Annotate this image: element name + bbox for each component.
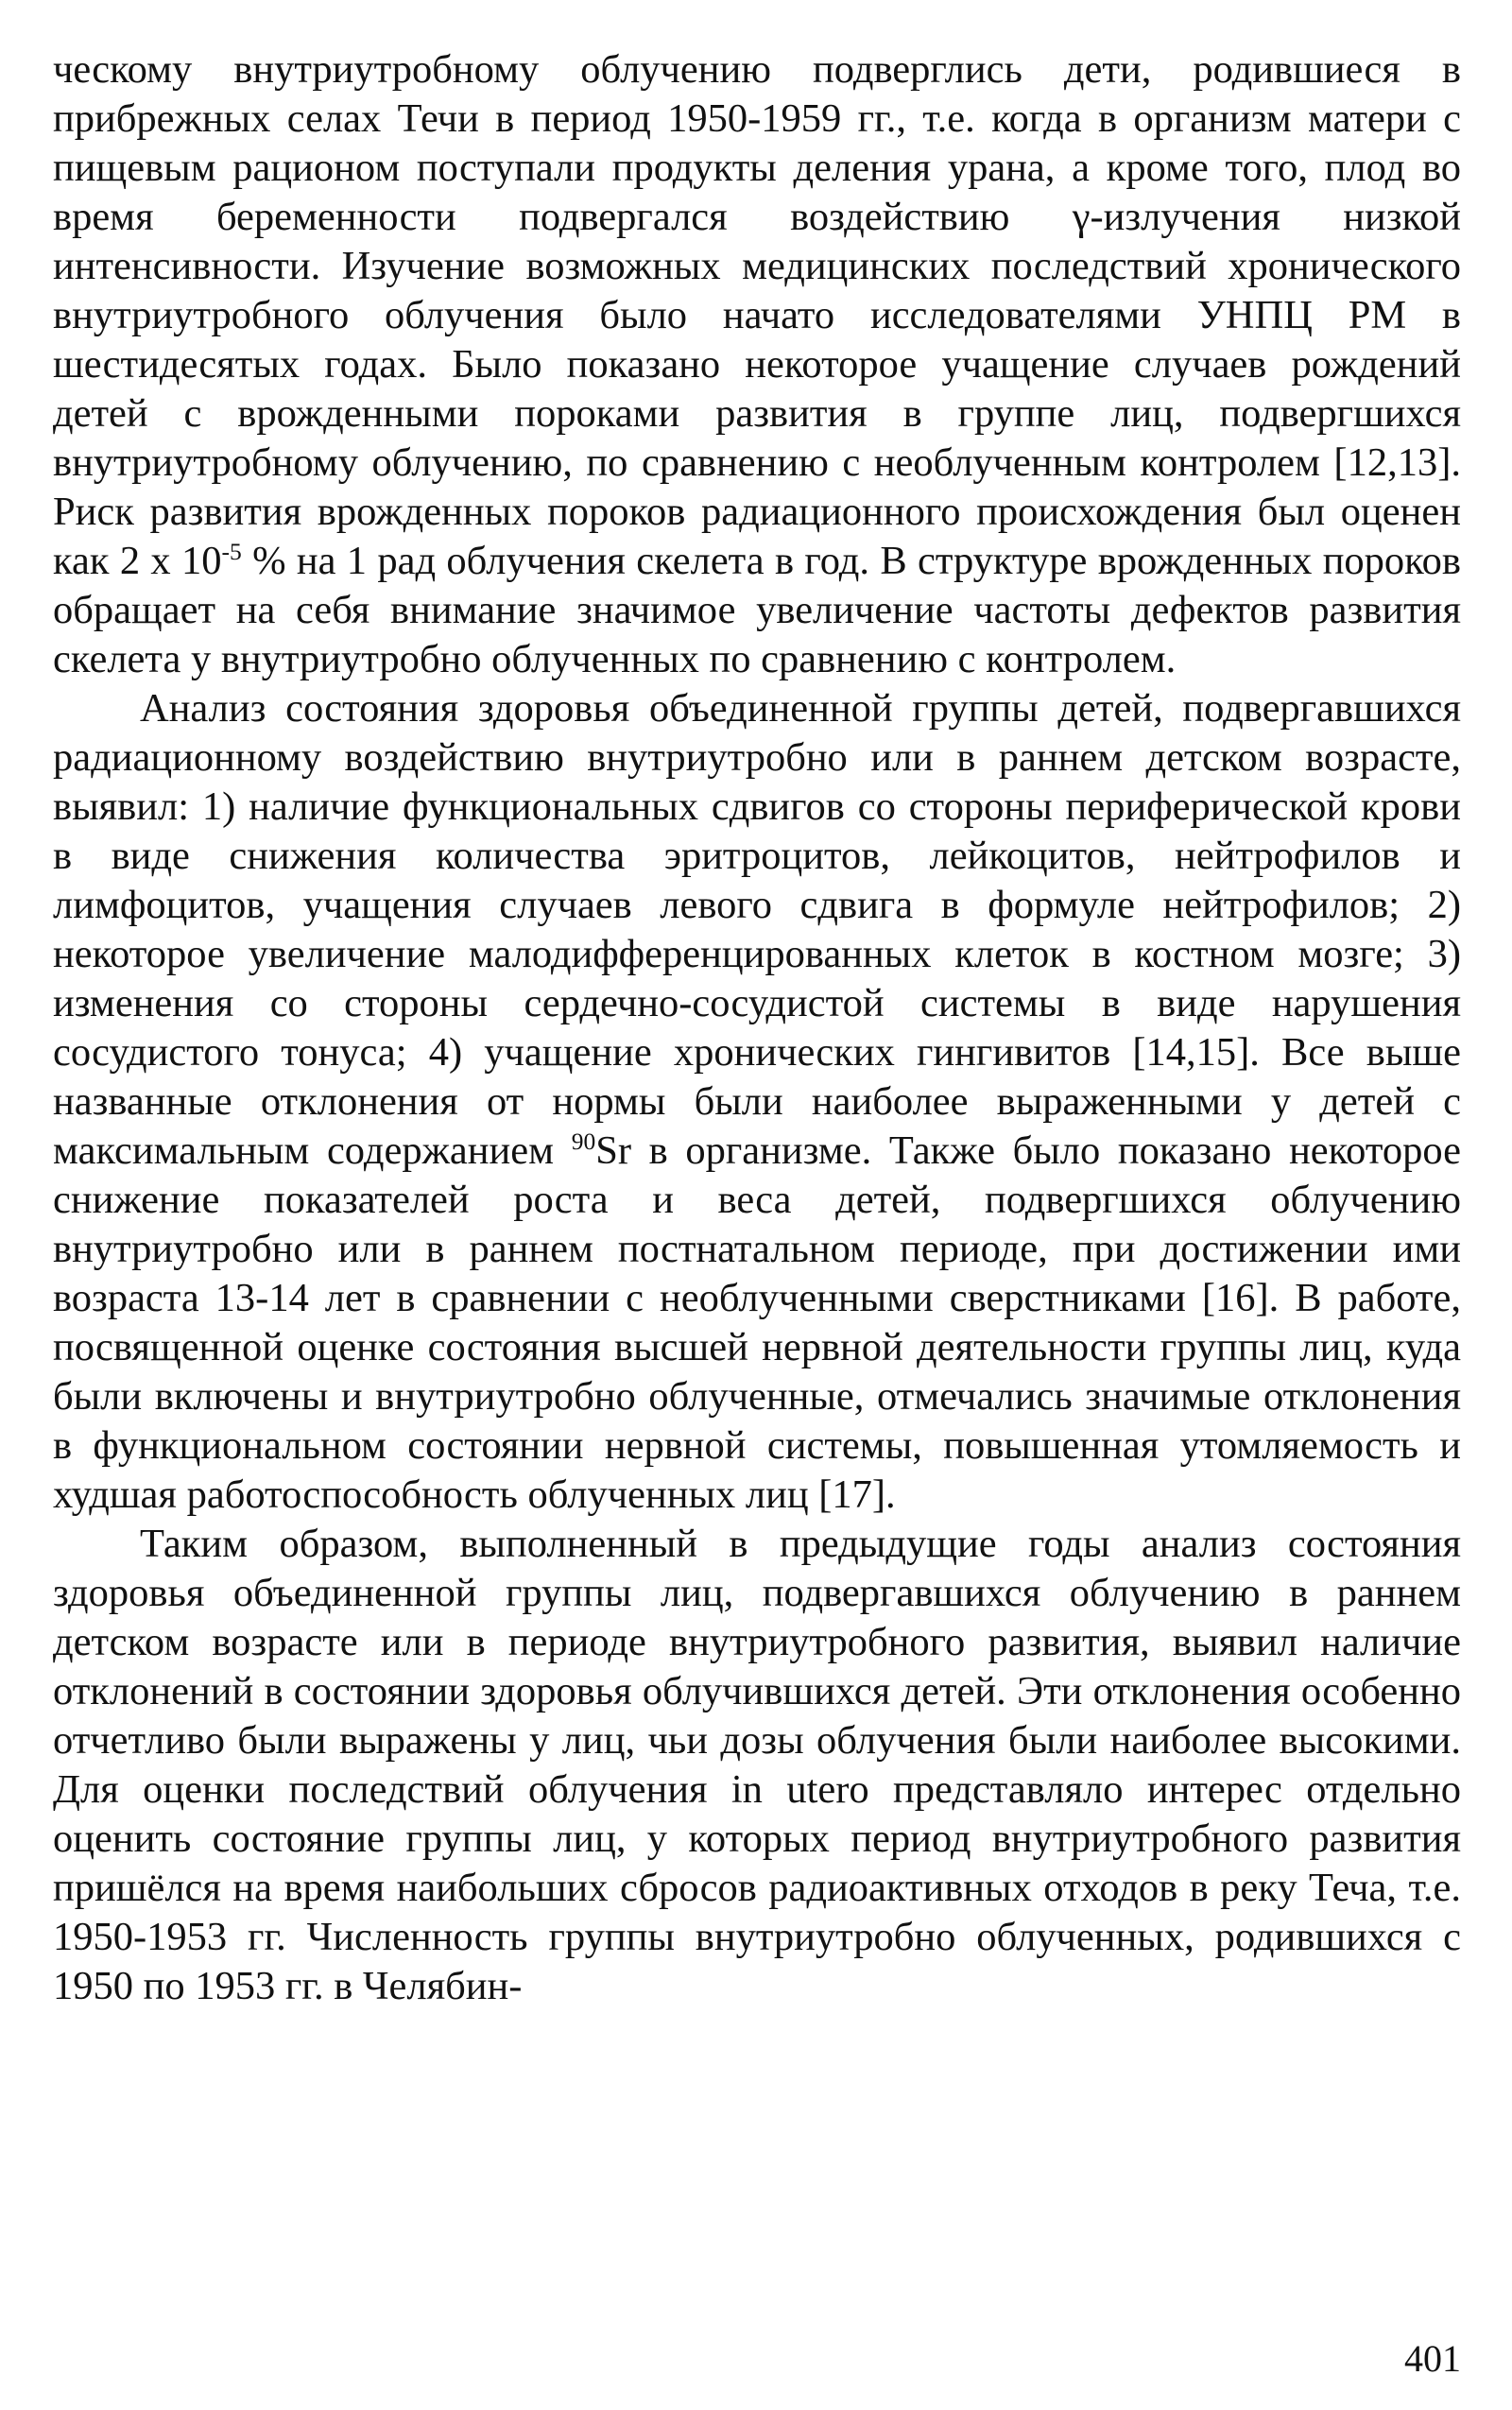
paragraph-1: ческому внутриутробному облучению подверглись дети, родившиеся в прибрежных селах Течи в период 1950-1959 гг., т.е. когда в организм матери с пищевым рационом поступали продукты деления урана, а кроме того, плод во время беременности подвергался воздействию γ-излучения низкой интенсивности. Изучение возможных медицинских последствий хронического внутриутробного облучения было начато исследователями УНПЦ РМ в шестидесятых годах. Было показано некоторое учащение случаев рождений детей с врожденными пороками развития в группе лиц, подвергшихся внутриутробному облучению, по сравнению с необлученным контролем [12,13]. Риск развития врожденных пороков радиационного происхождения был оценен как 2 x $10^{-5}$ % на 1 рад облучения скелета в год. В структуре врожденных пороков обращает на себя внимание значимое увеличение частоты дефектов развития скелета у внутриутробно облученных по сравнению с контролем. [53, 47, 1461, 681]
superscript: 90 [571, 1127, 596, 1155]
page-number: 401 [1404, 2337, 1461, 2380]
page-body [53, 45, 1461, 2011]
paragraph-3: Таким образом, выполненный в предыдущие годы анализ состояния здоровья объединенной группы лиц, подвергавшихся облучению в раннем детском возрасте или в периоде внутриутробного развития, выявил наличие отклонений в состоянии здоровья облучившихся детей. Эти отклонения особенно отчетливо были выражены у лиц, чьи дозы облучения были наиболее высокими. Для оценки последствий облучения in utero представляло интерес отдельно оценить состояние группы лиц, у которых период внутриутробного развития пришёлся на время наибольших сбросов радиоактивных отходов в реку Теча, т.е. 1950-1953 гг. Численность группы внутриутробно облученных, родившихся с 1950 по 1953 гг. в Челябин- [53, 1522, 1461, 2008]
paragraph-2: Анализ состояния здоровья объединенной группы детей, подвергавшихся радиационному воздействию внутриутробно или в раннем детском возрасте, выявил: 1) наличие функциональных сдвигов со стороны периферической крови в виде снижения количества эритроцитов, лейкоцитов, нейтрофилов и лимфоцитов, учащения случаев левого сдвига в формуле нейтрофилов; 2) некоторое увеличение малодифференцированных клеток в костном мозге; 3) изменения со стороны сердечно-сосудистой системы в виде нарушения сосудистого тонуса; 4) учащение хронических гингивитов [14,15]. Все выше названные отклонения от нормы были наиболее выраженными у детей с максимальным содержанием $^{90}$Sr в организме. Также было показано некоторое снижение показателей роста и веса детей, подвергшихся облучению внутриутробно или в раннем постнатальном периоде, при достижении ими возраста 13-14 лет в сравнении с необлученными сверстниками [16]. В работе, посвященной оценке состояния высшей нервной деятельности группы лиц, куда были включены и внутриутробно облученные, отмечались значимые отклонения в функциональном состоянии нервной системы, повышенная утомляемость и худшая работоспособность облученных лиц [17]. [53, 686, 1461, 1517]
superscript: -5 [221, 537, 242, 565]
